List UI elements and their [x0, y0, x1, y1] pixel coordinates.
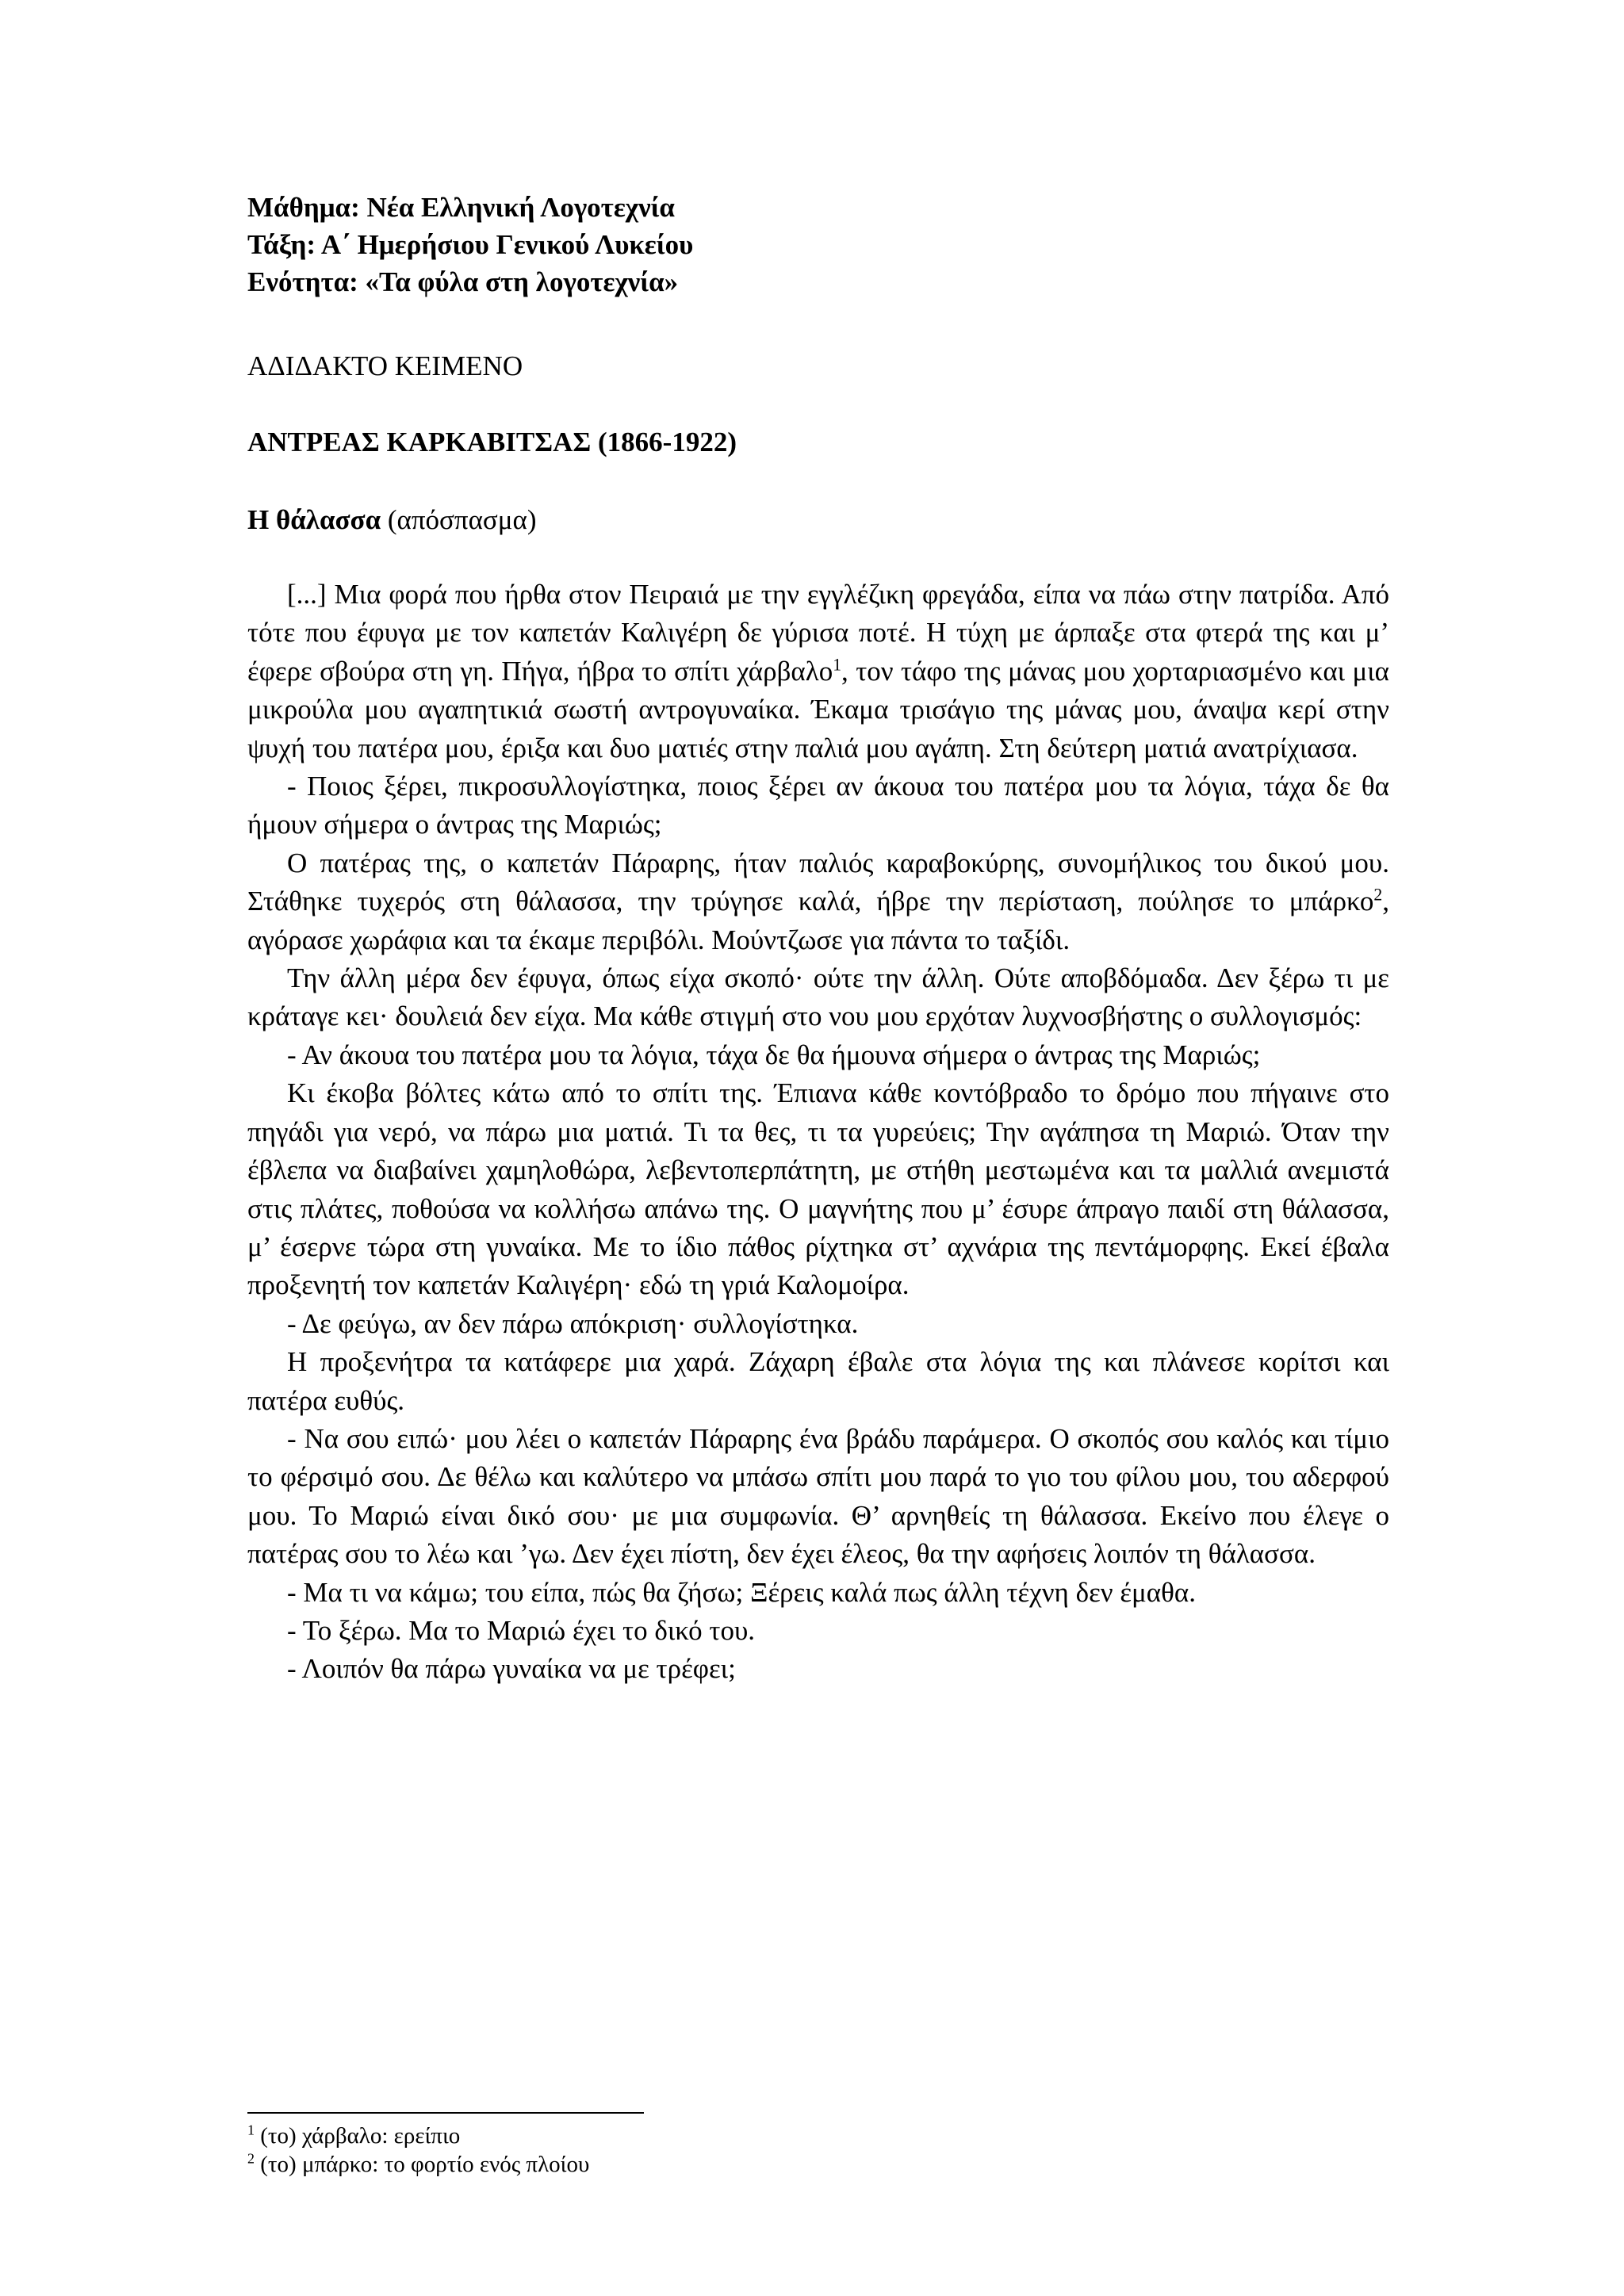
footnote-text: (το) χάρβαλο: ερείπιο	[254, 2123, 461, 2149]
work-title: Η θάλασσα	[247, 504, 381, 535]
work-subtitle: (απόσπασμα)	[381, 504, 537, 535]
paragraph	[247, 576, 1389, 767]
paragraph	[247, 844, 1389, 959]
paragraph-text: , αγόρασε χωράφια και τα έκαμε περιβόλι. Μούντζωσε για πάντα το ταξίδι.	[247, 886, 1389, 955]
footnote-divider	[247, 2112, 644, 2114]
footnote-number: 2	[247, 2150, 255, 2167]
footnote-item	[247, 2150, 589, 2179]
text-body	[247, 576, 1389, 1689]
paragraph: Την άλλη μέρα δεν έφυγα, όπως είχα σκοπό· ούτε την άλλη. Ούτε αποβδόμαδα. Δεν ξέρω τι με κράταγε κει· δουλειά δεν είχα. Μα κάθε στιγμή στο νου μου ερχόταν λυχνοσβήστης ο συλλογισμός:	[247, 962, 1389, 1032]
paragraph-text: [...] Μια φορά που ήρθα στον Πειραιά με την εγγλέζικη φρεγάδα, είπα να πάω στην πατρίδα. Από τότε που έφυγα με τον καπετάν Καλιγέρη δε γύρισα ποτέ. Η τύχη με άρπαξε στα φτερά της και μ’ έφερε σβούρα στη γη. Πήγα, ήβρα το σπίτι χάρβαλο	[247, 579, 1389, 687]
footnote-ref: 2	[1373, 885, 1383, 905]
paragraph: - Λοιπόν θα πάρω γυναίκα να με τρέφει;	[287, 1653, 736, 1685]
section-title: ΑΔΙΔΑΚΤΟ ΚΕΙΜΕΝΟ	[247, 350, 523, 381]
course-line: Μάθημα: Νέα Ελληνική Λογοτεχνία	[247, 192, 675, 223]
footnote-item	[247, 2122, 589, 2150]
paragraph: - Δε φεύγω, αν δεν πάρω απόκριση· συλλογίστηκα.	[287, 1307, 859, 1339]
paragraph-text: Ο πατέρας της, ο καπετάν Πάραρης, ήταν παλιός καραβοκύρης, συνομήλικος του δικού μου. Στάθηκε τυχερός στη θάλασσα, την τρύγησε καλά, ήβρε την περίσταση, πούλησε το μπάρκο	[247, 847, 1389, 917]
paragraph: - Ποιος ξέρει, πικροσυλλογίστηκα, ποιος ξέρει αν άκουα του πατέρα μου τα λόγια, τάχα δε θα ήμουν σήμερα ο άντρας της Μαριώς;	[247, 771, 1389, 840]
footnote-text: (το) μπάρκο: το φορτίο ενός πλοίου	[254, 2152, 590, 2177]
paragraph-text: , τον τάφο της μάνας μου χορταριασμένο και μια μικρούλα μου αγαπητικιά σωστή αντρογυναίκα. Έκαμα τρισάγιο της μάνας μου, άναψα κερί στην ψυχή του πατέρα μου, έριξα και δυο ματιές στην παλιά μου αγάπη. Στη δεύτερη ματιά ανατρίχιασα.	[247, 655, 1389, 763]
paragraph: - Μα τι να κάμω; του είπα, πώς θα ζήσω; Ξέρεις καλά πως άλλη τέχνη δεν έμαθα.	[287, 1576, 1196, 1608]
grade-line: Τάξη: Α΄ Ημερήσιου Γενικού Λυκείου	[247, 229, 694, 260]
work-title-line	[247, 501, 537, 538]
unit-line: Ενότητα: «Τα φύλα στη λογοτεχνία»	[247, 266, 679, 297]
document-header	[247, 189, 1389, 300]
footnote-ref: 1	[833, 655, 842, 675]
footnote-number: 1	[247, 2122, 255, 2138]
paragraph: Η προξενήτρα τα κατάφερε μια χαρά. Ζάχαρη έβαλε στα λόγια της και πλάνεσε κορίτσι και πατέρα ευθύς.	[247, 1346, 1389, 1416]
paragraph: Κι έκοβα βόλτες κάτω από το σπίτι της. Έπιανα κάθε κοντόβραδο το δρόμο που πήγαινε στο πηγάδι για νερό, να πάρω μια ματιά. Τι τα θες, τι τα γυρεύεις; Την αγάπησα τη Μαριώ. Όταν την έβλεπα να διαβαίνει χαμηλοθώρα, λεβεντοπερπάτητη, με στήθη μεστωμένα και τα μαλλιά ανεμιστά στις πλάτες, ποθούσα να κολλήσω απάνω της. Ο μαγνήτης που μ’ έσυρε άπραγο παιδί στη θάλασσα, μ’ έσερνε τώρα στη γυναίκα. Με το ίδιο πάθος ρίχτηκα στ’ αχνάρια της πεντάμορφης. Εκεί έβαλα προξενητή τον καπετάν Καλιγέρη· εδώ τη γριά Καλομοίρα.	[247, 1077, 1389, 1301]
footnotes	[247, 2122, 589, 2179]
paragraph: - Να σου ειπώ· μου λέει ο καπετάν Πάραρης ένα βράδυ παράμερα. Ο σκοπός σου καλός και τίμιο το φέρσιμό σου. Δε θέλω και καλύτερο να μπάσω σπίτι μου παρά το γιο του φίλου μου, του αδερφού μου. Το Μαριώ είναι δικό σου· με μια συμφωνία. Θ’ αρνηθείς τη θάλασσα. Εκείνο που έλεγε ο πατέρας σου το λέω και ’γω. Δεν έχει πίστη, δεν έχει έλεος, θα την αφήσεις λοιπόν τη θάλασσα.	[247, 1422, 1389, 1570]
paragraph: - Αν άκουα του πατέρα μου τα λόγια, τάχα δε θα ήμουνα σήμερα ο άντρας της Μαριώς;	[287, 1039, 1261, 1070]
author-line: ΑΝΤΡΕΑΣ ΚΑΡΚΑΒΙΤΣΑΣ (1866-1922)	[247, 427, 737, 457]
paragraph: - Το ξέρω. Μα το Μαριώ έχει το δικό του.	[287, 1614, 756, 1646]
